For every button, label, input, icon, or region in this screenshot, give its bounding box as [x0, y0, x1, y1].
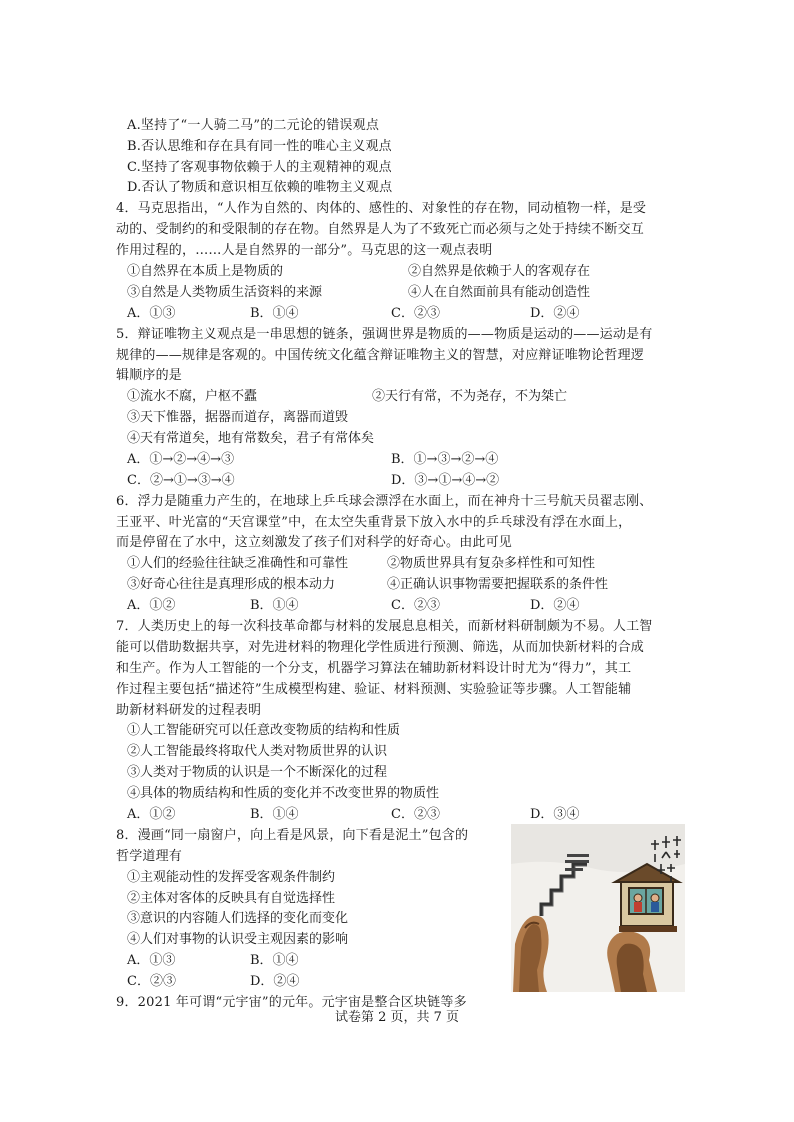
q5-statement-4: ④天有常道矣，地有常数矣，君子有常体矣 [127, 431, 375, 446]
q7-stem-line3: 和生产。作为人工智能的一个分支，机器学习算法在辅助新材料设计时尤为“得力”，其工 [116, 661, 632, 676]
q7-choice-c: C．②③ [391, 807, 440, 822]
q6-choice-d: D．②④ [530, 598, 580, 613]
q8-choice-b: B．①④ [250, 953, 299, 968]
q7-statement-3: ③人类对于物质的认识是一个不断深化的过程 [127, 765, 388, 780]
q7-stem-line4: 作过程主要包括“描述符”生成模型构建、验证、材料预测、实验验证等步骤。人工智能辅 [116, 682, 632, 697]
q7-stem-line2: 能可以借助数据共享，对先进材料的物理化学性质进行预测、筛选，从而加快新材料的合成 [116, 640, 645, 655]
page-footer: 试卷第 2 页，共 7 页 [334, 1010, 460, 1025]
q6-choice-c: C．②③ [391, 598, 440, 613]
q6-stem-line1: 6．浮力是随重力产生的，在地球上乒乓球会漂浮在水面上，而在神舟十三号航天员翟志刚、 [116, 494, 653, 509]
q6-statement-4: ④正确认识事物需要把握联系的条件性 [387, 577, 609, 592]
q6-statement-1: ①人们的经验往往缺乏准确性和可靠性 [127, 556, 349, 571]
q3-option-c: C.坚持了客观事物依赖于人的主观精神的观点 [127, 160, 392, 175]
q4-statement-2: ②自然界是依赖于人的客观存在 [408, 264, 591, 279]
q5-stem-line3: 辑顺序的是 [116, 368, 183, 383]
q7-choice-b: B．①④ [250, 807, 299, 822]
q5-choice-a: A．①→②→④→③ [127, 452, 235, 467]
q5-choice-d: D．③→①→④→② [391, 473, 500, 488]
q3-option-a: A.坚持了“一人骑二马”的二元论的错误观点 [127, 118, 380, 133]
q4-stem-line3: 作用过程的，……人是自然界的一部分”。马克思的这一观点表明 [116, 243, 493, 258]
q5-choice-b: B．①→③→②→④ [391, 452, 499, 467]
q6-choice-b: B．①④ [250, 598, 299, 613]
q5-statement-2: ②天行有常，不为尧存，不为桀亡 [372, 389, 568, 404]
q8-statement-3: ③意识的内容随人们选择的变化而变化 [127, 911, 349, 926]
q6-choice-a: A．①② [127, 598, 176, 613]
q5-stem-line2: 规律的——规律是客观的。中国传统文化蕴含辩证唯物主义的智慧，对应辩证唯物论哲理逻 [116, 348, 645, 363]
q5-stem-line1: 5．辩证唯物主义观点是一串思想的链条，强调世界是物质的——物质是运动的——运动是有 [116, 327, 653, 342]
q7-choice-a: A．①② [127, 807, 176, 822]
q4-choice-d: D．②④ [530, 306, 580, 321]
q4-choice-b: B．①④ [250, 306, 299, 321]
q8-choice-a: A．①③ [127, 953, 176, 968]
q8-choice-d: D．②④ [250, 974, 300, 989]
q7-stem-line1: 7．人类历史上的每一次科技革命都与材料的发展息息相关，而新材料研制颇为不易。人工智 [116, 619, 653, 634]
q3-option-b: B.否认思维和存在具有同一性的唯心主义观点 [127, 139, 392, 154]
q4-statement-3: ③自然是人类物质生活资料的来源 [127, 285, 323, 300]
q4-choice-a: A．①③ [127, 306, 176, 321]
q6-statement-2: ②物质世界具有复杂多样性和可知性 [387, 556, 596, 571]
q5-statement-1: ①流水不腐，户枢不蠹 [127, 389, 258, 404]
q4-choice-c: C．②③ [391, 306, 440, 321]
cartoon-illustration [511, 824, 685, 992]
q7-stem-line5: 助新材料研发的过程表明 [116, 703, 262, 718]
q8-statement-4: ④人们对事物的认识受主观因素的影响 [127, 932, 349, 947]
q6-stem-line2: 王亚平、叶光富的“天宫课堂”中，在太空失重背景下放入水中的乒乓球没有浮在水面上， [116, 515, 632, 530]
q8-stem-line1: 8．漫画“同一扇窗户，向上看是风景，向下看是泥土”包含的 [116, 828, 469, 843]
q5-statement-3: ③天下惟器，据器而道存，离器而道毁 [127, 410, 349, 425]
q5-choice-c: C．②→①→③→④ [127, 473, 235, 488]
q8-statement-1: ①主观能动性的发挥受客观条件制约 [127, 870, 336, 885]
q8-statement-2: ②主体对客体的反映具有自觉选择性 [127, 891, 336, 906]
q3-option-d: D.否认了物质和意识相互依赖的唯物主义观点 [127, 180, 393, 195]
q6-stem-line3: 而是停留在了水中，这立刻激发了孩子们对科学的好奇心。由此可见 [116, 535, 513, 550]
q6-statement-3: ③好奇心往往是真理形成的根本动力 [127, 577, 336, 592]
q4-statement-4: ④人在自然面前具有能动创造性 [408, 285, 591, 300]
q8-choice-c: C．②③ [127, 974, 176, 989]
q7-statement-1: ①人工智能研究可以任意改变物质的结构和性质 [127, 723, 401, 738]
q4-stem-line2: 动的、受制约的和受限制的存在物。自然界是人为了不致死亡而必须与之处于持续不断交互 [116, 222, 645, 237]
q4-statement-1: ①自然界在本质上是物质的 [127, 264, 284, 279]
q7-choice-d: D．③④ [530, 807, 580, 822]
q9-stem-line1: 9．2021 年可谓“元宇宙”的元年。元宇宙是整合区块链等多 [116, 995, 467, 1010]
q7-statement-4: ④具体的物质结构和性质的变化并不改变世界的物质性 [127, 786, 440, 801]
q8-stem-line2: 哲学道理有 [116, 849, 183, 864]
q4-stem-line1: 4．马克思指出，“人作为自然的、肉体的、感性的、对象性的存在物，同动植物一样，是受 [116, 201, 647, 216]
q7-statement-2: ②人工智能最终将取代人类对物质世界的认识 [127, 744, 388, 759]
